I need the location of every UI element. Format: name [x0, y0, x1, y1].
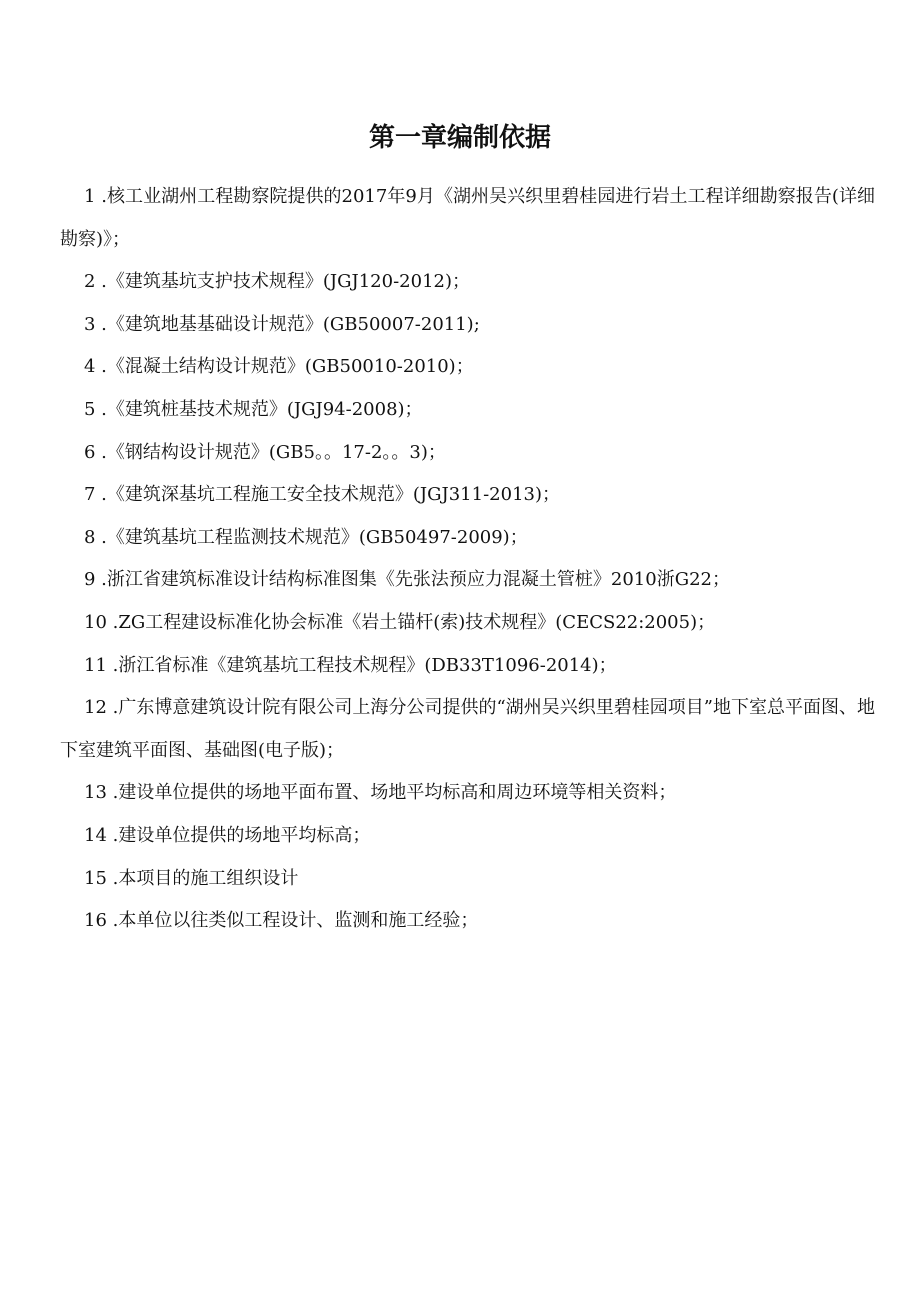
list-item-text: 2 .《建筑基坑支护技术规程》(JGJ120-2012)；	[84, 271, 470, 293]
list-item-text: 14 .建设单位提供的场地平均标高；	[84, 824, 371, 846]
list-item-text: 3 .《建筑地基基础设计规范》(GB50007-2011);	[84, 313, 480, 335]
list-item-text: 13 .建设单位提供的场地平面布置、场地平均标高和周边环境等相关资料；	[84, 782, 677, 804]
list-item	[60, 687, 875, 772]
list-item	[60, 602, 875, 645]
list-item	[60, 261, 875, 304]
list-item	[60, 389, 875, 432]
list-item	[60, 474, 875, 517]
list-item	[60, 815, 875, 858]
list-item	[60, 645, 875, 688]
list-item-text: 6 .《钢结构设计规范》(GB5。。17-2。。3)；	[84, 441, 446, 463]
list-item-text: 10 .ZG工程建设标准化协会标准《岩土锚杆(索)技术规程》(CECS22:2005)；	[84, 611, 716, 633]
list-item-text: 5 .《建筑桩基技术规范》(JGJ94-2008)；	[84, 398, 423, 420]
list-item	[60, 772, 875, 815]
list-item-text: 12 .广东博意建筑设计院有限公司上海分公司提供的“湖州吴兴织里碧桂园项目”地下室总平面图、地下室建筑平面图、基础图(电子版)；	[60, 697, 875, 761]
list-item-text: 7 .《建筑深基坑工程施工安全技术规范》(JGJ311-2013)；	[84, 484, 560, 506]
list-item-text: 8 .《建筑基坑工程监测技术规范》(GB50497-2009)；	[84, 526, 528, 548]
list-item	[60, 559, 875, 602]
list-item-text: 15 .本项目的施工组织设计	[84, 867, 299, 889]
chapter-title: 第一章编制依据	[368, 123, 551, 153]
list-item	[60, 304, 875, 347]
list-item	[60, 346, 875, 389]
list-item	[60, 900, 875, 943]
list-item	[60, 517, 875, 560]
list-item-text: 1 .核工业湖州工程勘察院提供的2017年9月《湖州吴兴织里碧桂园进行岩土工程详细勘察报告(详细勘察)》；	[60, 186, 875, 250]
list-item	[60, 432, 875, 475]
reference-list	[60, 176, 875, 943]
list-item-text: 9 .浙江省建筑标准设计结构标准图集《先张法预应力混凝土管桩》2010浙G22；	[84, 569, 730, 591]
list-item	[60, 858, 875, 901]
list-item	[60, 176, 875, 261]
list-item-text: 4 .《混凝土结构设计规范》(GB50010-2010)；	[84, 356, 474, 378]
list-item-text: 16 .本单位以往类似工程设计、监测和施工经验；	[84, 910, 479, 932]
list-item-text: 11 .浙江省标准《建筑基坑工程技术规程》(DB33T1096-2014)；	[84, 654, 617, 676]
